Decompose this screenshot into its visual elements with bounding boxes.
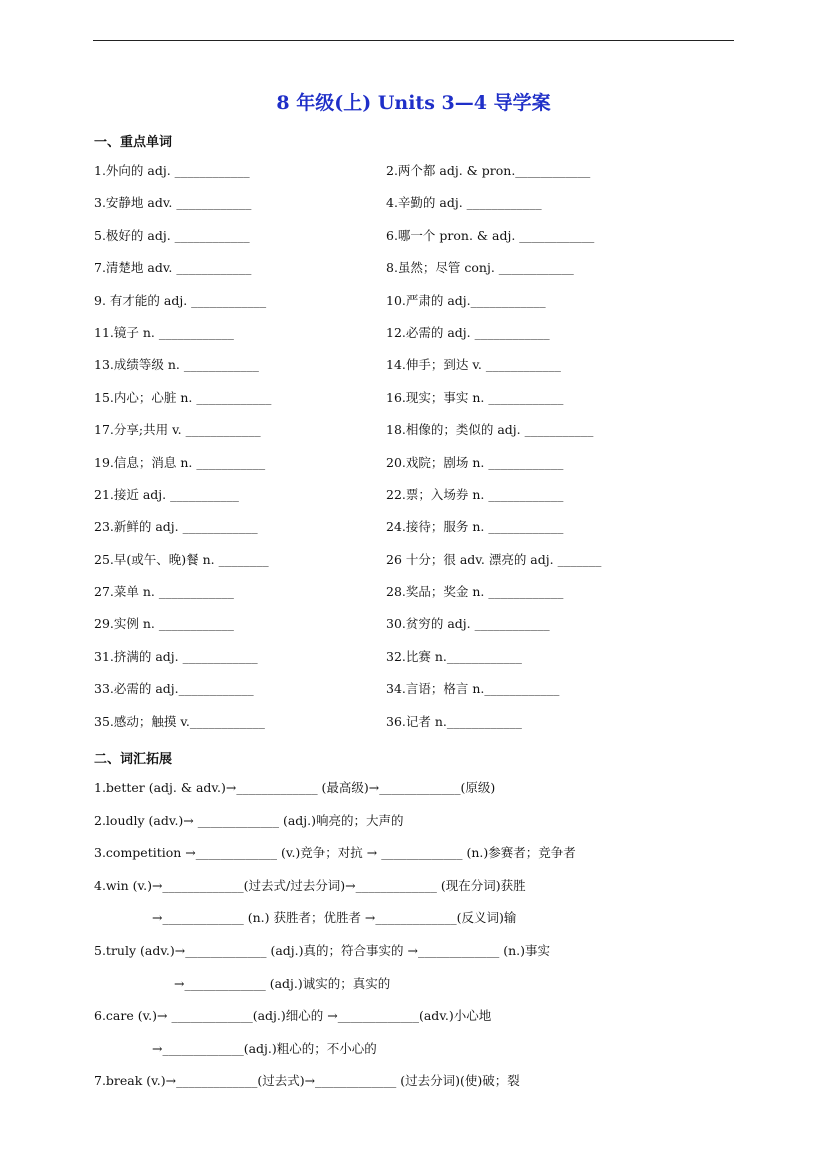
vocab-item: 10.严肃的 adj.____________	[386, 292, 546, 308]
vocab-extension-list	[94, 780, 734, 1106]
vocab-row	[94, 228, 734, 260]
vocab-item: 12.必需的 adj. ____________	[386, 324, 550, 340]
extension-line: →_____________ (adj.)诚实的；真实的	[174, 975, 391, 991]
vocab-row	[94, 714, 734, 746]
vocab-row	[94, 487, 734, 519]
vocab-item: 36.记者 n.____________	[386, 713, 522, 729]
extension-line: →_____________(adj.)粗心的；不小心的	[152, 1040, 377, 1056]
vocab-item: 22.票；入场券 n. ____________	[386, 486, 564, 502]
extension-line: 4.win (v.)→_____________(过去式/过去分词)→_____________ (现在分词)获胜	[94, 877, 526, 893]
vocab-row	[94, 616, 734, 648]
header-rule	[93, 40, 734, 41]
vocab-row	[94, 649, 734, 681]
vocab-item: 35.感动；触摸 v.____________	[94, 713, 265, 729]
vocab-item: 3.安静地 adv. ____________	[94, 195, 252, 211]
vocab-item: 31.挤满的 adj. ____________	[94, 648, 258, 664]
vocab-item: 32.比赛 n.____________	[386, 648, 522, 664]
vocab-item: 33.必需的 adj.____________	[94, 681, 254, 697]
vocab-item: 4.辛勤的 adj. ____________	[386, 195, 542, 211]
extension-line: 3.competition →_____________ (v.)竞争；对抗 → _____________ (n.)参赛者；竞争者	[94, 845, 576, 861]
vocab-item: 5.极好的 adj. ____________	[94, 227, 250, 243]
vocab-item: 6.哪一个 pron. & adj. ____________	[386, 227, 595, 243]
vocab-row	[94, 422, 734, 454]
vocab-item: 2.两个都 adj. & pron.____________	[386, 163, 591, 178]
vocab-row	[94, 163, 734, 195]
section-heading-vocab-extension: 二、词汇拓展	[94, 752, 173, 767]
section-heading-key-words: 一、重点单词	[94, 135, 173, 150]
vocab-row	[94, 584, 734, 616]
vocab-item: 9. 有才能的 adj. ____________	[94, 292, 267, 308]
extension-line: 2.loudly (adv.)→ _____________ (adj.)响亮的；大声的	[94, 812, 404, 828]
vocab-row	[94, 260, 734, 292]
vocab-item: 15.内心；心脏 n. ____________	[94, 389, 272, 405]
vocab-row	[94, 455, 734, 487]
vocab-item: 16.现实；事实 n. ____________	[386, 389, 564, 405]
extension-line: →_____________ (n.) 获胜者；优胜者 →_____________(反义词)输	[152, 910, 517, 926]
vocab-item: 8.虽然；尽管 conj. ____________	[386, 260, 574, 276]
vocab-row	[94, 390, 734, 422]
vocab-row	[94, 325, 734, 357]
vocab-item: 24.接待；服务 n. ____________	[386, 519, 564, 535]
vocab-item: 1.外向的 adj. ____________	[94, 163, 250, 178]
vocab-item: 20.戏院；剧场 n. ____________	[386, 454, 564, 470]
vocab-row	[94, 519, 734, 551]
vocab-item: 29.实例 n. ____________	[94, 616, 234, 632]
vocab-item: 21.接近 adj. ___________	[94, 486, 239, 502]
vocab-item: 34.言语；格言 n.____________	[386, 681, 560, 697]
vocab-item: 18.相像的；类似的 adj. ___________	[386, 422, 594, 438]
vocab-item: 11.镜子 n. ____________	[94, 324, 234, 340]
vocab-row	[94, 357, 734, 389]
vocab-item: 26 十分；很 adv. 漂亮的 adj. _______	[386, 551, 602, 567]
vocab-item: 30.贫穷的 adj. ____________	[386, 616, 550, 632]
vocab-item: 14.伸手；到达 v. ____________	[386, 357, 561, 373]
extension-line: 1.better (adj. & adv.)→_____________ (最高级)→_____________(原级)	[94, 780, 496, 795]
vocab-item: 19.信息；消息 n. ___________	[94, 454, 266, 470]
vocab-row	[94, 552, 734, 584]
extension-line: 5.truly (adv.)→_____________ (adj.)真的；符合事实的 →_____________ (n.)事实	[94, 942, 550, 958]
extension-line: 7.break (v.)→_____________(过去式)→_____________ (过去分词)(使)破；裂	[94, 1073, 520, 1089]
vocab-row	[94, 681, 734, 713]
vocab-item: 23.新鲜的 adj. ____________	[94, 519, 258, 535]
vocab-row	[94, 293, 734, 325]
key-words-list	[94, 163, 734, 746]
vocab-item: 25.早(或午、晚)餐 n. ________	[94, 551, 269, 567]
vocab-item: 7.清楚地 adv. ____________	[94, 260, 252, 276]
vocab-item: 28.奖品；奖金 n. ____________	[386, 584, 564, 600]
vocab-row	[94, 195, 734, 227]
vocab-item: 17.分享;共用 v. ____________	[94, 422, 261, 438]
vocab-item: 13.成绩等级 n. ____________	[94, 357, 259, 373]
extension-line: 6.care (v.)→ _____________(adj.)细心的 →_____________(adv.)小心地	[94, 1008, 492, 1024]
vocab-item: 27.菜单 n. ____________	[94, 584, 234, 600]
page-title: 8 年级(上) Units 3—4 导学案	[276, 92, 551, 114]
